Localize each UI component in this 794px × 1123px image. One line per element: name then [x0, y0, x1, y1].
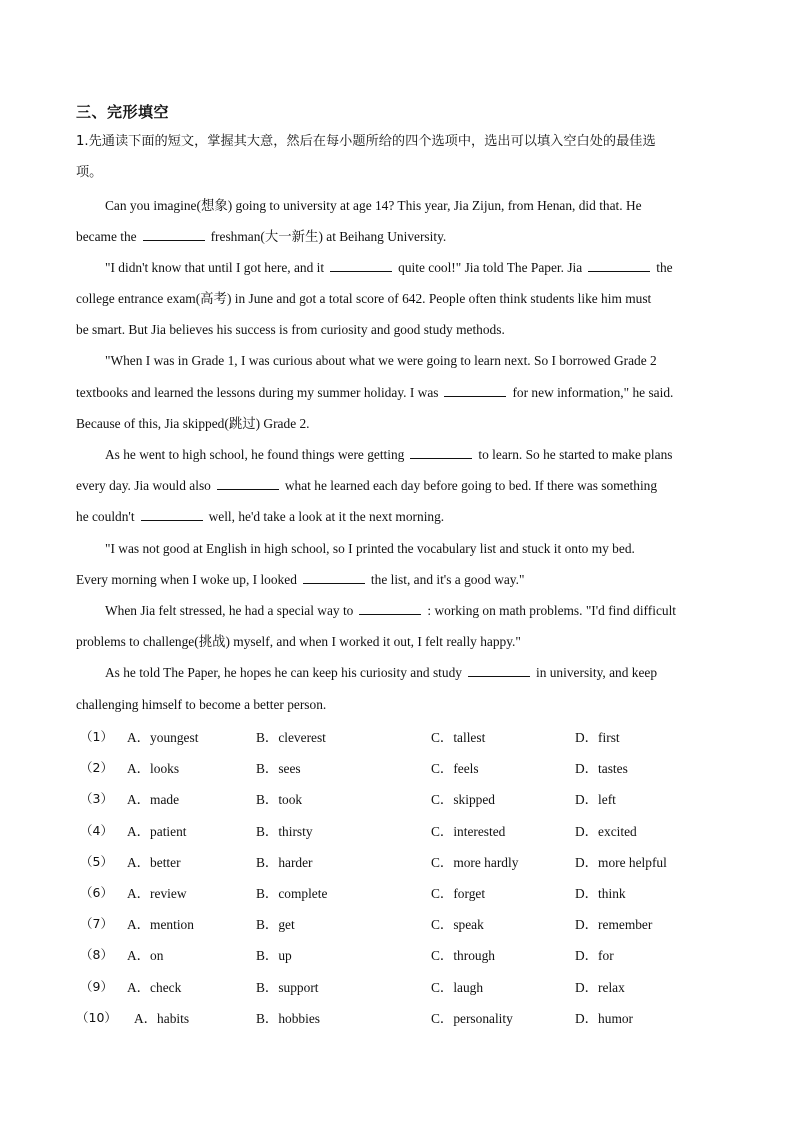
- passage-text: quite cool!" Jia told The Paper. Jia: [398, 260, 583, 275]
- option-a: A．mention: [127, 917, 194, 932]
- question-row: [76, 758, 736, 776]
- option-b: B．get: [256, 917, 295, 932]
- option-c: C．feels: [431, 761, 479, 776]
- option-c: C．speak: [431, 917, 484, 932]
- option-c: C．personality: [431, 1011, 513, 1026]
- option-d: D．think: [575, 886, 626, 901]
- blank-5: [410, 446, 472, 459]
- option-a: A．looks: [127, 761, 180, 776]
- blank-3: [588, 259, 650, 272]
- passage-line: [76, 571, 524, 589]
- passage-line: [105, 446, 673, 464]
- option-a: A．review: [127, 886, 187, 901]
- question-number: （6）: [80, 885, 113, 900]
- blank-10: [468, 664, 530, 677]
- option-d: D．tastes: [575, 761, 628, 776]
- instruction-line-2: 项。: [76, 165, 103, 180]
- option-c: C．skipped: [431, 792, 495, 807]
- question-number: （7）: [80, 916, 113, 931]
- passage-text: "I didn't know that until I got here, and it: [105, 260, 325, 275]
- passage-text: in university, and keep: [535, 665, 658, 680]
- passage-line: challenging himself to become a better person.: [76, 697, 327, 712]
- question-row: [76, 914, 736, 932]
- passage-line: [76, 508, 444, 526]
- passage-text: As he told The Paper, he hopes he can keep his curiosity and study: [105, 665, 462, 680]
- question-number: （2）: [80, 760, 113, 775]
- question-row: [76, 821, 736, 839]
- option-b: B．cleverest: [256, 730, 326, 745]
- passage-text: what he learned each day before going to bed. If there was something: [284, 478, 658, 493]
- option-b: B．up: [256, 948, 292, 963]
- passage-text: the: [656, 260, 673, 275]
- option-b: B．complete: [256, 886, 328, 901]
- passage-text: he couldn't: [76, 509, 135, 524]
- section-title: 三、完形填空: [76, 103, 170, 121]
- blank-8: [303, 571, 365, 584]
- option-a: A．made: [127, 792, 180, 807]
- option-d: D．remember: [575, 917, 653, 932]
- question-row: [76, 727, 736, 745]
- option-c: C．laugh: [431, 980, 484, 995]
- passage-line: be smart. But Jia believes his success is from curiosity and good study methods.: [76, 322, 505, 337]
- option-d: D．first: [575, 730, 620, 745]
- option-a: A．habits: [134, 1011, 190, 1026]
- question-row: [76, 1008, 736, 1026]
- passage-line: Because of this, Jia skipped(跳过) Grade 2.: [76, 416, 310, 431]
- question-number: （3）: [80, 791, 113, 806]
- option-b: B．thirsty: [256, 824, 313, 839]
- question-row: [76, 883, 736, 901]
- option-d: D．humor: [575, 1011, 634, 1026]
- blank-4: [444, 384, 506, 397]
- passage-line: [105, 259, 673, 277]
- passage-line: [105, 664, 657, 682]
- option-a: A．check: [127, 980, 182, 995]
- passage-line: college entrance exam(高考) in June and got a total score of 642. People often think students like him must: [76, 291, 652, 306]
- option-d: D．excited: [575, 824, 637, 839]
- passage-text: every day. Jia would also: [76, 478, 211, 493]
- option-c: C．forget: [431, 886, 486, 901]
- question-number: （9）: [80, 979, 113, 994]
- option-b: B．support: [256, 980, 319, 995]
- passage-line: [105, 602, 676, 620]
- blank-9: [359, 602, 421, 615]
- option-a: A．youngest: [127, 730, 199, 745]
- option-b: B．harder: [256, 855, 313, 870]
- passage-text: to learn. So he started to make plans: [478, 447, 673, 462]
- passage-line: [76, 228, 446, 246]
- question-number: （1）: [80, 729, 113, 744]
- option-c: C．interested: [431, 824, 506, 839]
- option-d: D．left: [575, 792, 616, 807]
- question-number: （4）: [80, 823, 113, 838]
- passage-line: [76, 477, 657, 495]
- passage-text: Every morning when I woke up, I looked: [76, 572, 297, 587]
- instruction-line-1: 1.先通读下面的短文，掌握其大意，然后在每小题所给的四个选项中，选出可以填入空白处的最佳选: [76, 134, 656, 149]
- question-row: [76, 789, 736, 807]
- question-row: [76, 852, 736, 870]
- blank-7: [141, 508, 203, 521]
- option-a: A．on: [127, 948, 164, 963]
- blank-1: [143, 228, 205, 241]
- option-b: B．took: [256, 792, 303, 807]
- option-d: D．for: [575, 948, 614, 963]
- question-row: [76, 945, 736, 963]
- passage-line: "When I was in Grade 1, I was curious about what we were going to learn next. So I borrowed Grade 2: [105, 353, 657, 368]
- passage-text: became the: [76, 229, 137, 244]
- option-c: C．more hardly: [431, 855, 519, 870]
- question-number: （8）: [80, 947, 113, 962]
- passage-text: well, he'd take a look at it the next morning.: [208, 509, 445, 524]
- question-row: [76, 977, 736, 995]
- option-a: A．patient: [127, 824, 187, 839]
- passage-text: the list, and it's a good way.": [370, 572, 525, 587]
- option-d: D．relax: [575, 980, 625, 995]
- passage-line: Can you imagine(想象) going to university at age 14? This year, Jia Zijun, from Henan, did that. He: [105, 198, 642, 213]
- question-number: （10）: [76, 1010, 117, 1025]
- passage-text: When Jia felt stressed, he had a special way to: [105, 603, 354, 618]
- passage-line: "I was not good at English in high school, so I printed the vocabulary list and stuck it onto my bed.: [105, 541, 635, 556]
- option-a: A．better: [127, 855, 181, 870]
- option-c: C．tallest: [431, 730, 486, 745]
- blank-2: [330, 259, 392, 272]
- option-d: D．more helpful: [575, 855, 667, 870]
- passage-text: textbooks and learned the lessons during my summer holiday. I was: [76, 385, 439, 400]
- option-c: C．through: [431, 948, 495, 963]
- option-b: B．sees: [256, 761, 301, 776]
- passage-text: for new information," he said.: [512, 385, 674, 400]
- passage-text: As he went to high school, he found things were getting: [105, 447, 405, 462]
- passage-line: problems to challenge(挑战) myself, and when I worked it out, I felt really happy.": [76, 634, 521, 649]
- option-b: B．hobbies: [256, 1011, 320, 1026]
- question-number: （5）: [80, 854, 113, 869]
- passage-text: freshman(大一新生) at Beihang University.: [210, 229, 447, 244]
- passage-line: [76, 384, 673, 402]
- passage-text: : working on math problems. "I'd find difficult: [427, 603, 677, 618]
- blank-6: [217, 477, 279, 490]
